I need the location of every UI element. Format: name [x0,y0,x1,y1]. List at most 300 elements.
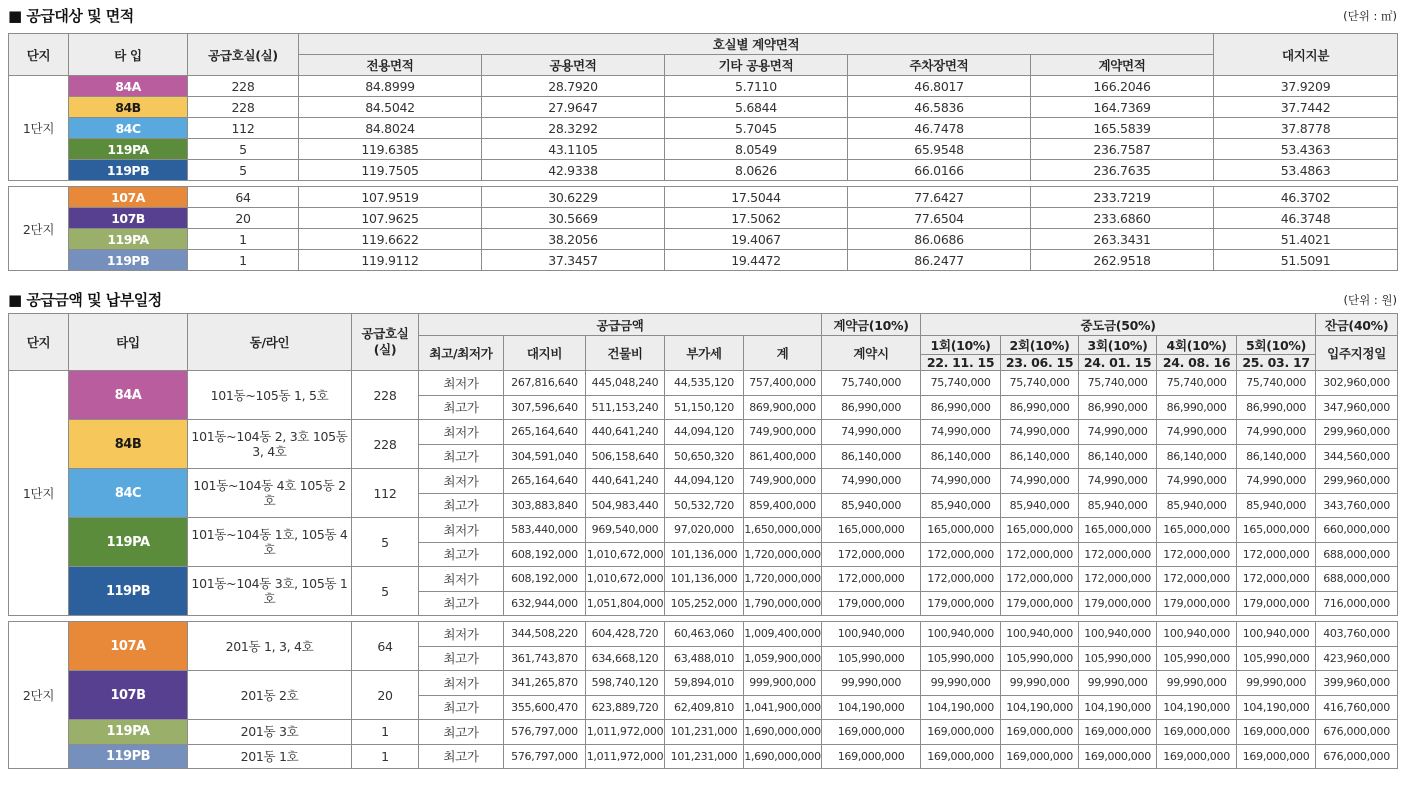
cell-balance: 716,000,000 [1316,591,1398,616]
price-kind: 최고가 [419,542,504,567]
table-row [9,420,1398,445]
header-contract-area-group: 호실별 계약면적 [299,34,1214,55]
table-row [9,744,1398,769]
area-table [8,33,1398,271]
cell-units: 112 [188,118,299,139]
cell-middle-1: 169,000,000 [921,744,1001,769]
price-kind: 최저가 [419,420,504,445]
cell-balance: 676,000,000 [1316,720,1398,745]
cell-middle-3: 86,990,000 [1079,395,1157,420]
price-kind: 최고가 [419,395,504,420]
type-badge: 84C [69,118,188,139]
cell-balance: 347,960,000 [1316,395,1398,420]
cell-middle-5: 179,000,000 [1237,591,1316,616]
cell-middle-5: 105,990,000 [1237,646,1316,671]
cell-other: 5.7110 [665,76,848,97]
cell-middle-2: 104,190,000 [1001,695,1079,720]
cell-parking: 77.6427 [848,187,1031,208]
cell-building: 440,641,240 [586,469,665,494]
cell-middle-1: 105,990,000 [921,646,1001,671]
cell-deposit: 74,990,000 [822,469,921,494]
cell-other: 8.0549 [665,139,848,160]
cell-middle-5: 172,000,000 [1237,567,1316,592]
cell-common: 38.2056 [482,229,665,250]
type-badge: 119PB [69,160,188,181]
cell-balance: 302,960,000 [1316,371,1398,396]
cell-parking: 86.2477 [848,250,1031,271]
cell-units: 5 [188,139,299,160]
cell-contract: 236.7587 [1031,139,1214,160]
cell-land: 265,164,640 [504,469,586,494]
type-badge: 84A [69,371,188,420]
dong-line: 101동~105동 1, 5호 [188,371,352,420]
table-row [9,139,1398,160]
cell-other: 5.7045 [665,118,848,139]
header-m1 [921,336,1001,371]
cell-units: 20 [188,208,299,229]
cell-other: 17.5044 [665,187,848,208]
cell-land: 37.7442 [1214,97,1398,118]
cell-exclusive: 119.7505 [299,160,482,181]
cell-building: 623,889,720 [586,695,665,720]
cell-exclusive: 107.9625 [299,208,482,229]
dong-line: 101동~104동 1호, 105동 4호 [188,518,352,567]
cell-building: 1,010,672,000 [586,567,665,592]
price-kind: 최고가 [419,744,504,769]
cell-vat: 59,894,010 [665,671,744,696]
cell-middle-4: 172,000,000 [1157,567,1237,592]
type-badge: 119PB [69,250,188,271]
table-row [9,371,1398,396]
cell-middle-2: 75,740,000 [1001,371,1079,396]
cell-middle-4: 104,190,000 [1157,695,1237,720]
type-badge: 84B [69,420,188,469]
header-complex: 단지 [9,314,69,371]
header-dong: 동/라인 [188,314,352,371]
table-row [9,97,1398,118]
cell-middle-5: 165,000,000 [1237,518,1316,543]
cell-deposit: 86,140,000 [822,444,921,469]
cell-middle-1: 100,940,000 [921,622,1001,647]
type-badge: 119PA [69,518,188,567]
header-deposit: 계약금(10%) [822,314,921,336]
cell-building: 511,153,240 [586,395,665,420]
price-kind: 최저가 [419,567,504,592]
cell-middle-1: 75,740,000 [921,371,1001,396]
cell-common: 30.6229 [482,187,665,208]
cell-balance: 403,760,000 [1316,622,1398,647]
dong-line: 201동 2호 [188,671,352,720]
type-badge: 84A [69,76,188,97]
cell-vat: 51,150,120 [665,395,744,420]
cell-middle-2: 86,140,000 [1001,444,1079,469]
dong-line: 101동~104동 4호 105동 2호 [188,469,352,518]
cell-units: 5 [352,518,419,567]
price-kind: 최고가 [419,591,504,616]
header-exclusive: 전용면적 [299,55,482,76]
cell-middle-1: 104,190,000 [921,695,1001,720]
cell-building: 1,051,804,000 [586,591,665,616]
cell-land: 37.8778 [1214,118,1398,139]
cell-common: 28.7920 [482,76,665,97]
cell-deposit: 75,740,000 [822,371,921,396]
header-parking: 주차장면적 [848,55,1031,76]
table-row [9,250,1398,271]
price-kind: 최고가 [419,493,504,518]
cell-middle-4: 169,000,000 [1157,720,1237,745]
type-badge: 84C [69,469,188,518]
cell-middle-4: 86,990,000 [1157,395,1237,420]
cell-parking: 66.0166 [848,160,1031,181]
header-contract: 계약면적 [1031,55,1214,76]
cell-units: 20 [352,671,419,720]
cell-common: 28.3292 [482,118,665,139]
cell-middle-5: 74,990,000 [1237,420,1316,445]
cell-middle-3: 99,990,000 [1079,671,1157,696]
type-badge: 119PA [69,229,188,250]
cell-land: 576,797,000 [504,744,586,769]
cell-vat: 97,020,000 [665,518,744,543]
cell-balance: 688,000,000 [1316,542,1398,567]
cell-contract: 236.7635 [1031,160,1214,181]
cell-parking: 65.9548 [848,139,1031,160]
cell-middle-1: 99,990,000 [921,671,1001,696]
cell-building: 504,983,440 [586,493,665,518]
cell-parking: 46.7478 [848,118,1031,139]
type-badge: 119PB [69,744,188,769]
cell-land: 307,596,640 [504,395,586,420]
cell-vat: 101,231,000 [665,744,744,769]
cell-building: 634,668,120 [586,646,665,671]
header-balance-when: 입주지정일 [1316,336,1398,371]
cell-deposit: 105,990,000 [822,646,921,671]
cell-land: 576,797,000 [504,720,586,745]
cell-middle-2: 100,940,000 [1001,622,1079,647]
cell-units: 64 [352,622,419,671]
cell-balance: 660,000,000 [1316,518,1398,543]
cell-middle-2: 105,990,000 [1001,646,1079,671]
header-d5: 25. 03. 17 [1237,354,1315,370]
cell-total: 757,400,000 [744,371,822,396]
cell-contract: 233.7219 [1031,187,1214,208]
cell-balance: 343,760,000 [1316,493,1398,518]
header-total: 계 [744,336,822,371]
cell-middle-1: 179,000,000 [921,591,1001,616]
cell-middle-2: 74,990,000 [1001,420,1079,445]
table-row [9,118,1398,139]
cell-building: 1,011,972,000 [586,720,665,745]
cell-units: 112 [352,469,419,518]
cell-middle-2: 85,940,000 [1001,493,1079,518]
cell-balance: 423,960,000 [1316,646,1398,671]
cell-building: 440,641,240 [586,420,665,445]
cell-total: 749,900,000 [744,469,822,494]
dong-line: 201동 1호 [188,744,352,769]
table-row [9,469,1398,494]
header-m2 [1001,336,1079,371]
cell-middle-1: 169,000,000 [921,720,1001,745]
header-m3 [1079,336,1157,371]
cell-middle-3: 172,000,000 [1079,567,1157,592]
cell-units: 228 [188,97,299,118]
cell-common: 43.1105 [482,139,665,160]
cell-common: 30.5669 [482,208,665,229]
cell-contract: 165.5839 [1031,118,1214,139]
type-badge: 119PA [69,720,188,745]
header-common: 공용면적 [482,55,665,76]
cell-parking: 86.0686 [848,229,1031,250]
header-land-share: 대지지분 [1214,34,1398,76]
cell-middle-4: 165,000,000 [1157,518,1237,543]
header-middle-payment: 중도금(50%) [921,314,1316,336]
header-m2-label: 2회(10%) [1009,338,1070,353]
cell-total: 1,690,000,000 [744,720,822,745]
table-row [9,622,1398,647]
cell-total: 1,720,000,000 [744,567,822,592]
cell-middle-4: 172,000,000 [1157,542,1237,567]
price-kind: 최고가 [419,646,504,671]
price-kind: 최고가 [419,444,504,469]
cell-parking: 46.8017 [848,76,1031,97]
cell-land: 355,600,470 [504,695,586,720]
table-row [9,187,1398,208]
header-m5 [1237,336,1316,371]
cell-deposit: 86,990,000 [822,395,921,420]
cell-balance: 299,960,000 [1316,469,1398,494]
cell-middle-3: 172,000,000 [1079,542,1157,567]
cell-parking: 46.5836 [848,97,1031,118]
cell-balance: 676,000,000 [1316,744,1398,769]
type-badge: 119PA [69,139,188,160]
cell-land: 53.4863 [1214,160,1398,181]
cell-vat: 44,094,120 [665,420,744,445]
cell-deposit: 179,000,000 [822,591,921,616]
section1-title: ■ 공급대상 및 면적 [8,7,134,25]
header-m3-label: 3회(10%) [1087,338,1148,353]
cell-total: 1,720,000,000 [744,542,822,567]
cell-balance: 399,960,000 [1316,671,1398,696]
header-deposit-when: 계약시 [822,336,921,371]
header-land: 대지비 [504,336,586,371]
cell-land: 344,508,220 [504,622,586,647]
header-m1-label: 1회(10%) [930,338,991,353]
cell-land: 583,440,000 [504,518,586,543]
cell-middle-1: 85,940,000 [921,493,1001,518]
cell-balance: 688,000,000 [1316,567,1398,592]
cell-deposit: 85,940,000 [822,493,921,518]
cell-exclusive: 84.8024 [299,118,482,139]
section2-title: ■ 공급금액 및 납부일정 [8,291,162,309]
cell-middle-4: 99,990,000 [1157,671,1237,696]
cell-deposit: 99,990,000 [822,671,921,696]
cell-middle-1: 165,000,000 [921,518,1001,543]
type-badge: 107B [69,208,188,229]
cell-exclusive: 84.8999 [299,76,482,97]
cell-deposit: 169,000,000 [822,720,921,745]
price-table [8,313,1398,769]
cell-middle-5: 104,190,000 [1237,695,1316,720]
cell-land: 267,816,640 [504,371,586,396]
cell-total: 869,900,000 [744,395,822,420]
cell-vat: 101,136,000 [665,567,744,592]
cell-vat: 44,535,120 [665,371,744,396]
cell-total: 859,400,000 [744,493,822,518]
cell-middle-3: 165,000,000 [1079,518,1157,543]
cell-middle-3: 74,990,000 [1079,469,1157,494]
cell-vat: 60,463,060 [665,622,744,647]
cell-middle-5: 86,990,000 [1237,395,1316,420]
price-kind: 최고가 [419,720,504,745]
cell-middle-5: 100,940,000 [1237,622,1316,647]
cell-land: 265,164,640 [504,420,586,445]
cell-middle-2: 172,000,000 [1001,542,1079,567]
cell-middle-5: 169,000,000 [1237,720,1316,745]
cell-vat: 101,231,000 [665,720,744,745]
cell-total: 861,400,000 [744,444,822,469]
header-d4: 24. 08. 16 [1157,354,1236,370]
complex-label: 2단지 [9,622,69,769]
cell-middle-3: 100,940,000 [1079,622,1157,647]
cell-middle-3: 179,000,000 [1079,591,1157,616]
cell-balance: 344,560,000 [1316,444,1398,469]
cell-middle-2: 74,990,000 [1001,469,1079,494]
cell-vat: 50,532,720 [665,493,744,518]
type-badge: 84B [69,97,188,118]
cell-contract: 164.7369 [1031,97,1214,118]
cell-middle-2: 169,000,000 [1001,744,1079,769]
cell-contract: 262.9518 [1031,250,1214,271]
cell-deposit: 172,000,000 [822,542,921,567]
cell-middle-3: 105,990,000 [1079,646,1157,671]
cell-middle-4: 169,000,000 [1157,744,1237,769]
price-kind: 최저가 [419,622,504,647]
type-badge: 107A [69,187,188,208]
cell-middle-2: 99,990,000 [1001,671,1079,696]
header-d3: 24. 01. 15 [1079,354,1156,370]
cell-middle-1: 172,000,000 [921,542,1001,567]
cell-total: 1,690,000,000 [744,744,822,769]
header-m5-label: 5회(10%) [1246,338,1307,353]
cell-land: 608,192,000 [504,567,586,592]
cell-deposit: 172,000,000 [822,567,921,592]
cell-land: 53.4363 [1214,139,1398,160]
cell-deposit: 104,190,000 [822,695,921,720]
cell-land: 46.3748 [1214,208,1398,229]
cell-deposit: 169,000,000 [822,744,921,769]
cell-middle-5: 172,000,000 [1237,542,1316,567]
cell-middle-5: 169,000,000 [1237,744,1316,769]
header-units: 공급호실(실) [352,314,419,371]
type-badge: 119PB [69,567,188,616]
cell-middle-5: 75,740,000 [1237,371,1316,396]
cell-balance: 299,960,000 [1316,420,1398,445]
cell-exclusive: 119.9112 [299,250,482,271]
section1-unit: (단위 : ㎡) [1343,9,1397,23]
cell-exclusive: 119.6385 [299,139,482,160]
header-d2: 23. 06. 15 [1001,354,1078,370]
cell-building: 598,740,120 [586,671,665,696]
cell-middle-4: 105,990,000 [1157,646,1237,671]
cell-common: 42.9338 [482,160,665,181]
price-kind: 최저가 [419,371,504,396]
cell-other: 17.5062 [665,208,848,229]
header-price-kind: 최고/최저가 [419,336,504,371]
cell-deposit: 100,940,000 [822,622,921,647]
cell-land: 361,743,870 [504,646,586,671]
cell-total: 1,790,000,000 [744,591,822,616]
cell-land: 46.3702 [1214,187,1398,208]
cell-common: 27.9647 [482,97,665,118]
cell-middle-1: 74,990,000 [921,420,1001,445]
price-kind: 최고가 [419,695,504,720]
cell-total: 1,009,400,000 [744,622,822,647]
cell-total: 1,059,900,000 [744,646,822,671]
header-d1: 22. 11. 15 [921,354,1000,370]
cell-units: 1 [352,720,419,745]
cell-deposit: 74,990,000 [822,420,921,445]
cell-units: 64 [188,187,299,208]
cell-contract: 166.2046 [1031,76,1214,97]
cell-middle-4: 100,940,000 [1157,622,1237,647]
table-row [9,567,1398,592]
cell-middle-3: 169,000,000 [1079,744,1157,769]
cell-middle-5: 85,940,000 [1237,493,1316,518]
cell-building: 1,010,672,000 [586,542,665,567]
cell-exclusive: 107.9519 [299,187,482,208]
cell-middle-5: 99,990,000 [1237,671,1316,696]
table-row [9,720,1398,745]
header-building: 건물비 [586,336,665,371]
type-badge: 107A [69,622,188,671]
cell-vat: 63,488,010 [665,646,744,671]
cell-other: 19.4067 [665,229,848,250]
cell-land: 632,944,000 [504,591,586,616]
table-row [9,76,1398,97]
cell-middle-1: 86,990,000 [921,395,1001,420]
cell-middle-1: 74,990,000 [921,469,1001,494]
cell-vat: 50,650,320 [665,444,744,469]
cell-building: 604,428,720 [586,622,665,647]
cell-middle-3: 75,740,000 [1079,371,1157,396]
cell-building: 969,540,000 [586,518,665,543]
cell-balance: 416,760,000 [1316,695,1398,720]
cell-units: 1 [188,250,299,271]
table-row [9,160,1398,181]
cell-middle-1: 172,000,000 [921,567,1001,592]
cell-contract: 233.6860 [1031,208,1214,229]
section2-unit: (단위 : 원) [1343,293,1397,307]
cell-land: 51.4021 [1214,229,1398,250]
cell-other: 5.6844 [665,97,848,118]
cell-total: 749,900,000 [744,420,822,445]
cell-vat: 62,409,810 [665,695,744,720]
cell-middle-4: 85,940,000 [1157,493,1237,518]
cell-deposit: 165,000,000 [822,518,921,543]
cell-units: 1 [352,744,419,769]
cell-middle-3: 104,190,000 [1079,695,1157,720]
cell-middle-2: 165,000,000 [1001,518,1079,543]
cell-total: 1,650,000,000 [744,518,822,543]
cell-land: 51.5091 [1214,250,1398,271]
header-units: 공급호실(실) [188,34,299,76]
cell-middle-5: 86,140,000 [1237,444,1316,469]
price-kind: 최저가 [419,469,504,494]
cell-land: 341,265,870 [504,671,586,696]
complex-label: 1단지 [9,371,69,616]
header-other-common: 기타 공용면적 [665,55,848,76]
cell-units: 5 [188,160,299,181]
cell-middle-4: 74,990,000 [1157,469,1237,494]
